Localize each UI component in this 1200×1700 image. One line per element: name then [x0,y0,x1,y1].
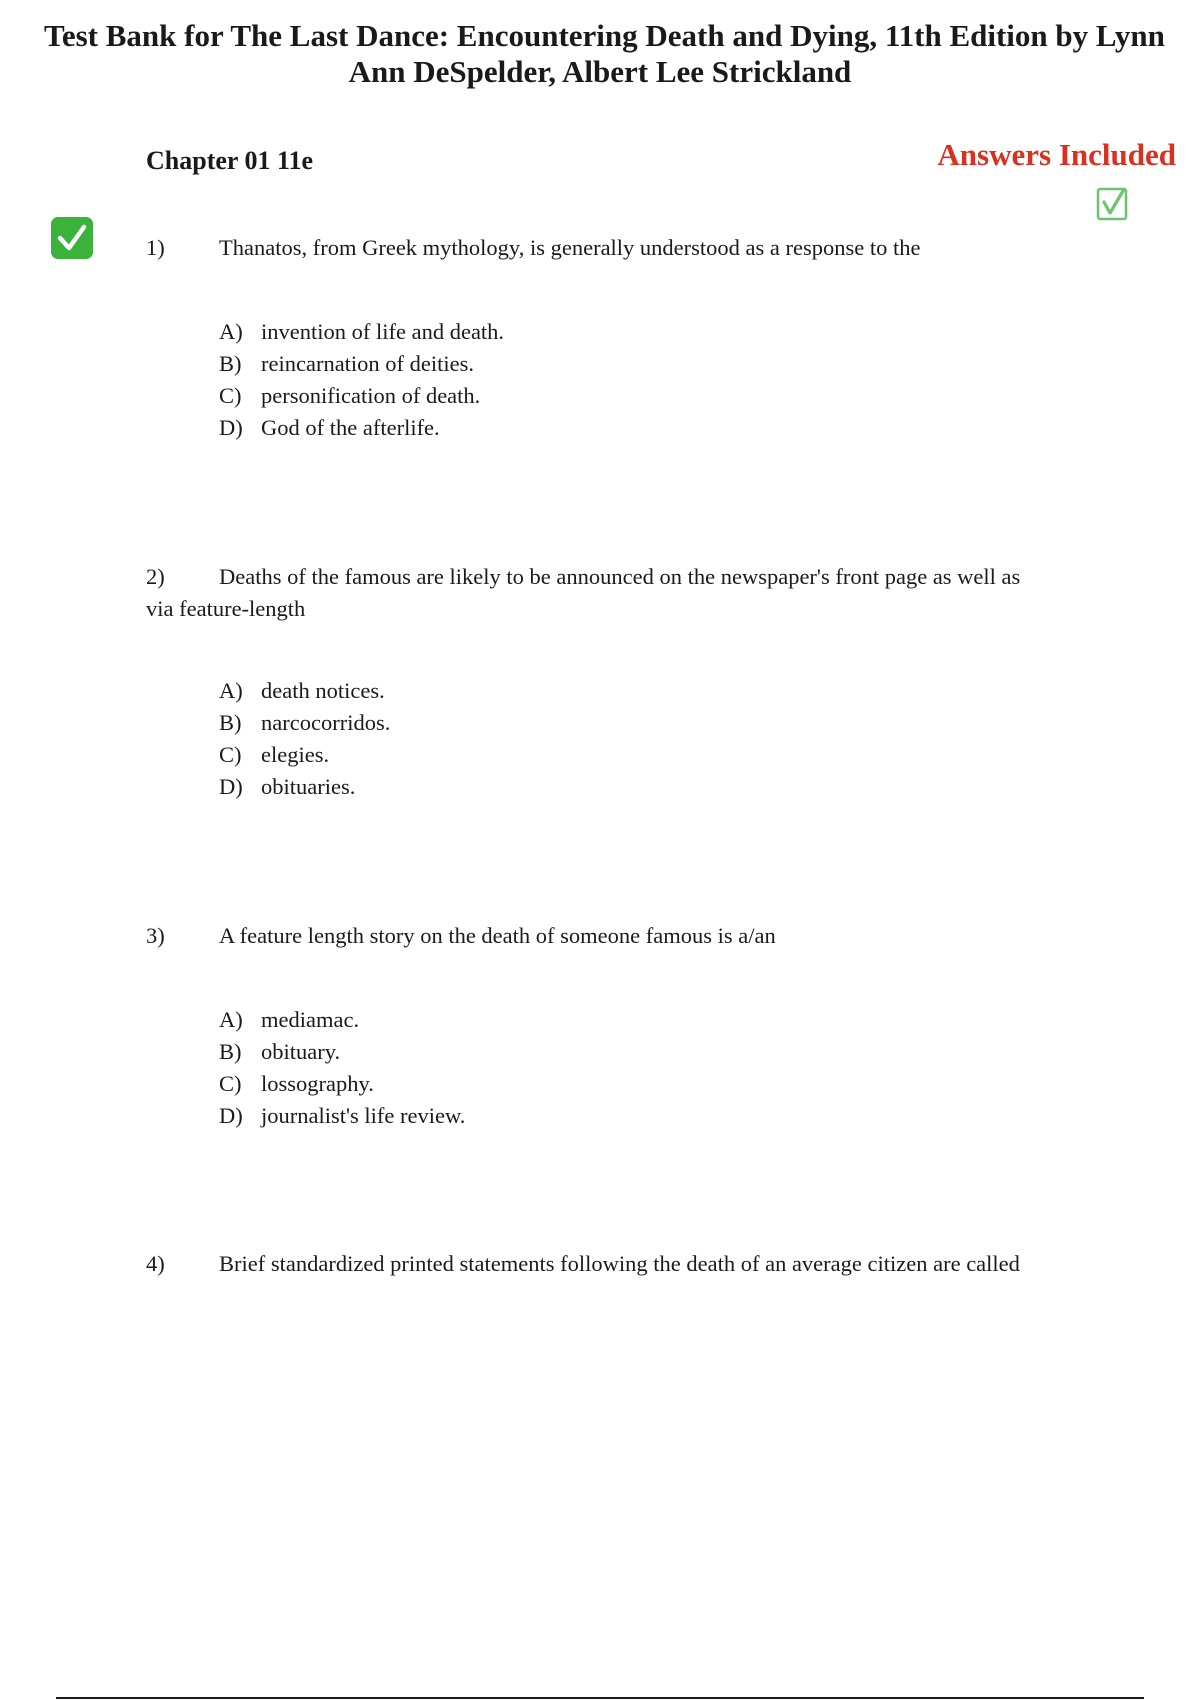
answer-option [219,771,390,803]
option-letter: C) [219,1071,242,1096]
chapter-heading: Chapter 01 11e [146,146,314,175]
question-number: 3) [146,923,165,948]
question-text-continued: via feature-length [146,596,306,621]
answer-option [219,1100,465,1132]
option-text: reincarnation of deities. [261,351,475,376]
option-letter: A) [219,319,243,344]
option-letter: D) [219,1103,243,1128]
option-text: invention of life and death. [261,319,505,344]
option-letter: B) [219,710,242,735]
answer-option [219,675,390,707]
check-mark-box-icon [1096,187,1128,221]
answer-options [219,1004,465,1132]
document-title-line-2: Ann DeSpelder, Albert Lee Strickland [348,54,852,89]
answer-option [219,380,504,412]
answer-option [219,1036,465,1068]
option-letter: C) [219,742,242,767]
option-letter: A) [219,678,243,703]
option-text: journalist's life review. [261,1103,466,1128]
answer-option [219,412,504,444]
option-text: lossography. [261,1071,374,1096]
answer-option [219,1068,465,1100]
option-text: personification of death. [261,383,481,408]
option-letter: A) [219,1007,243,1032]
answer-options [219,675,390,803]
option-letter: B) [219,1039,242,1064]
option-letter: C) [219,383,242,408]
answer-options [219,316,504,444]
answer-option [219,1004,465,1036]
option-text: obituaries. [261,774,356,799]
footer-divider [56,1697,1144,1699]
answer-option [219,739,390,771]
document-title-line-1: Test Bank for The Last Dance: Encountering Death and Dying, 11th Edition by Lynn [44,18,1165,53]
option-text: God of the afterlife. [261,415,440,440]
answers-included-label: Answers Included [937,137,1176,172]
question-number: 2) [146,564,165,589]
option-text: death notices. [261,678,385,703]
option-letter: D) [219,774,243,799]
option-text: obituary. [261,1039,341,1064]
question-number: 4) [146,1251,165,1276]
question-number: 1) [146,235,165,260]
answer-option [219,707,390,739]
check-mark-button-icon [50,216,94,260]
option-text: elegies. [261,742,330,767]
question-text: A feature length story on the death of someone famous is a/an [219,923,776,948]
question-text: Deaths of the famous are likely to be announced on the newspaper's front page as well as [219,564,1021,589]
option-letter: B) [219,351,242,376]
option-letter: D) [219,415,243,440]
question-text: Thanatos, from Greek mythology, is generally understood as a response to the [219,235,921,260]
document-title [0,18,1200,90]
option-text: mediamac. [261,1007,360,1032]
answer-option [219,316,504,348]
option-text: narcocorridos. [261,710,391,735]
answer-option [219,348,504,380]
question-text: Brief standardized printed statements following the death of an average citizen are called [219,1251,1020,1276]
